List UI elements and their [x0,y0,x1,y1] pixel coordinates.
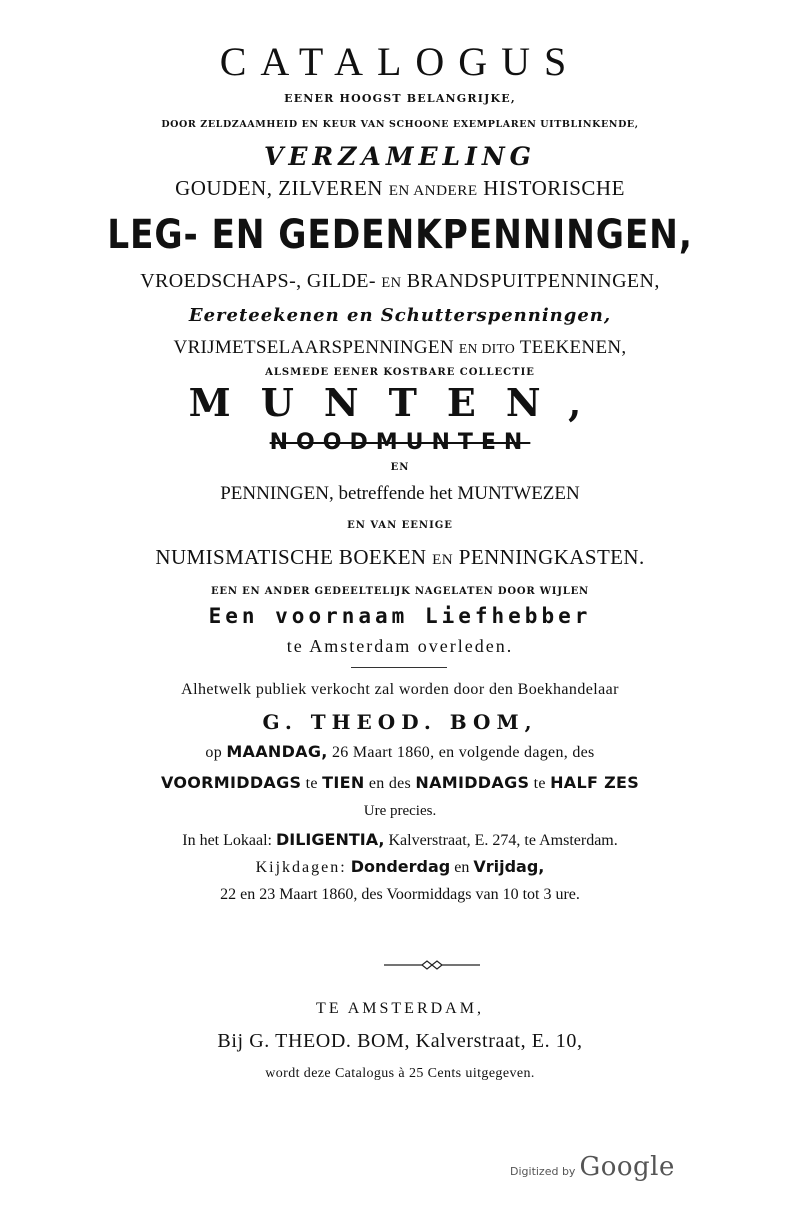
connector-text: EN VAN EENIGE [347,520,453,531]
sale-line [0,830,800,850]
sale-line [0,742,800,762]
description-text: betreffende het [338,483,453,504]
description-text: MUNTWEZEN [457,483,580,504]
description-text: EN [381,275,402,291]
description-line [0,483,800,505]
imprint-line: wordt deze Catalogus à 25 Cents uitgegeven. [265,1066,535,1081]
description-text: HISTORISCHE [483,176,625,200]
description-text: EN ANDERE [388,183,478,199]
sale-text: en [454,859,470,876]
description-line: Eereteekenen en Schutterspenningen, [188,305,612,326]
sale-line: 22 en 23 Maart 1860, des Voormiddags van 10 tot 3 ure. [220,886,580,903]
collection-heading: VERZAMELING [263,142,537,171]
description-text: VROEDSCHAPS-, GILDE- [140,270,376,292]
description-text: BRANDSPUITPENNINGEN, [406,270,660,292]
sale-text: TIEN [322,773,365,792]
imprint-line: TE AMSTERDAM, [316,1000,484,1017]
sale-text: VOORMIDDAGS [160,773,302,792]
description-line: ALSMEDE EENER KOSTBARE COLLECTIE [265,367,535,378]
coins-heading: MUNTEN, [188,380,612,425]
description-text: EN DITO [458,341,516,356]
divider-rule [351,667,447,668]
sale-text: In het Lokaal: [182,832,272,849]
watermark-logo: Google [579,1152,675,1182]
sale-text: DILIGENTIA, [276,830,385,849]
sale-line: Alhetwelk publiek verkocht zal worden door den Boekhandelaar [181,681,619,698]
description-text: PENNINGKASTEN. [458,545,645,569]
sale-text: Vrijdag, [473,857,545,876]
description-text: PENNINGEN, [220,483,334,504]
collector-heading: Een voornaam Liefhebber [208,604,592,628]
digitized-watermark [510,1152,675,1182]
description-line: te Amsterdam overleden. [286,636,514,656]
sale-text: HALF ZES [550,773,640,792]
sale-line: Ure precies. [363,803,437,819]
description-line: EEN EN ANDER GEDEELTELIJK NAGELATEN DOOR WIJLEN [211,586,589,597]
description-text: EN [432,552,454,568]
main-heading: LEG- EN GEDENKPENNINGEN, [107,212,693,258]
description-line [0,337,800,359]
sale-text: Kalverstraat, E. 274, te Amsterdam. [388,832,618,849]
sale-text: MAANDAG, [226,742,328,761]
sale-line [0,857,800,877]
sale-text: NAMIDDAGS [415,773,530,792]
subtitle-line: DOOR ZELDZAAMHEID EN KEUR VAN SCHOONE EXEMPLAREN UITBLINKENDE, [161,119,639,130]
catalog-title: CATALOGUS [219,39,581,84]
description-text: GOUDEN, ZILVEREN [175,176,383,200]
description-text: TEEKENEN, [519,337,627,358]
sale-text: te [533,775,546,792]
ornament-divider [384,959,480,971]
sale-text: en des [368,775,412,792]
connector-text: EN [390,462,410,473]
emergency-coins-heading: NOODMUNTEN [269,430,531,455]
watermark-text: Digitized by [510,1165,576,1178]
description-text: NUMISMATISCHE BOEKEN [155,545,427,569]
sale-line [0,773,800,793]
description-text: VRIJMETSELAARSPENNINGEN [173,337,454,358]
bookseller-name: G. THEOD. BOM, [262,710,538,734]
sale-text: Donderdag [350,857,451,876]
sale-text: 26 Maart 1860, en volgende dagen, des [332,744,595,761]
subtitle-line: EENER HOOGST BELANGRIJKE, [284,92,516,105]
sale-text: te [305,775,318,792]
description-line [0,176,800,201]
sale-text: op [205,744,223,761]
description-line [0,270,800,293]
sale-text: Kijkdagen: [255,859,347,876]
description-line [0,545,800,570]
imprint-line: Bij G. THEOD. BOM, Kalverstraat, E. 10, [217,1030,583,1052]
